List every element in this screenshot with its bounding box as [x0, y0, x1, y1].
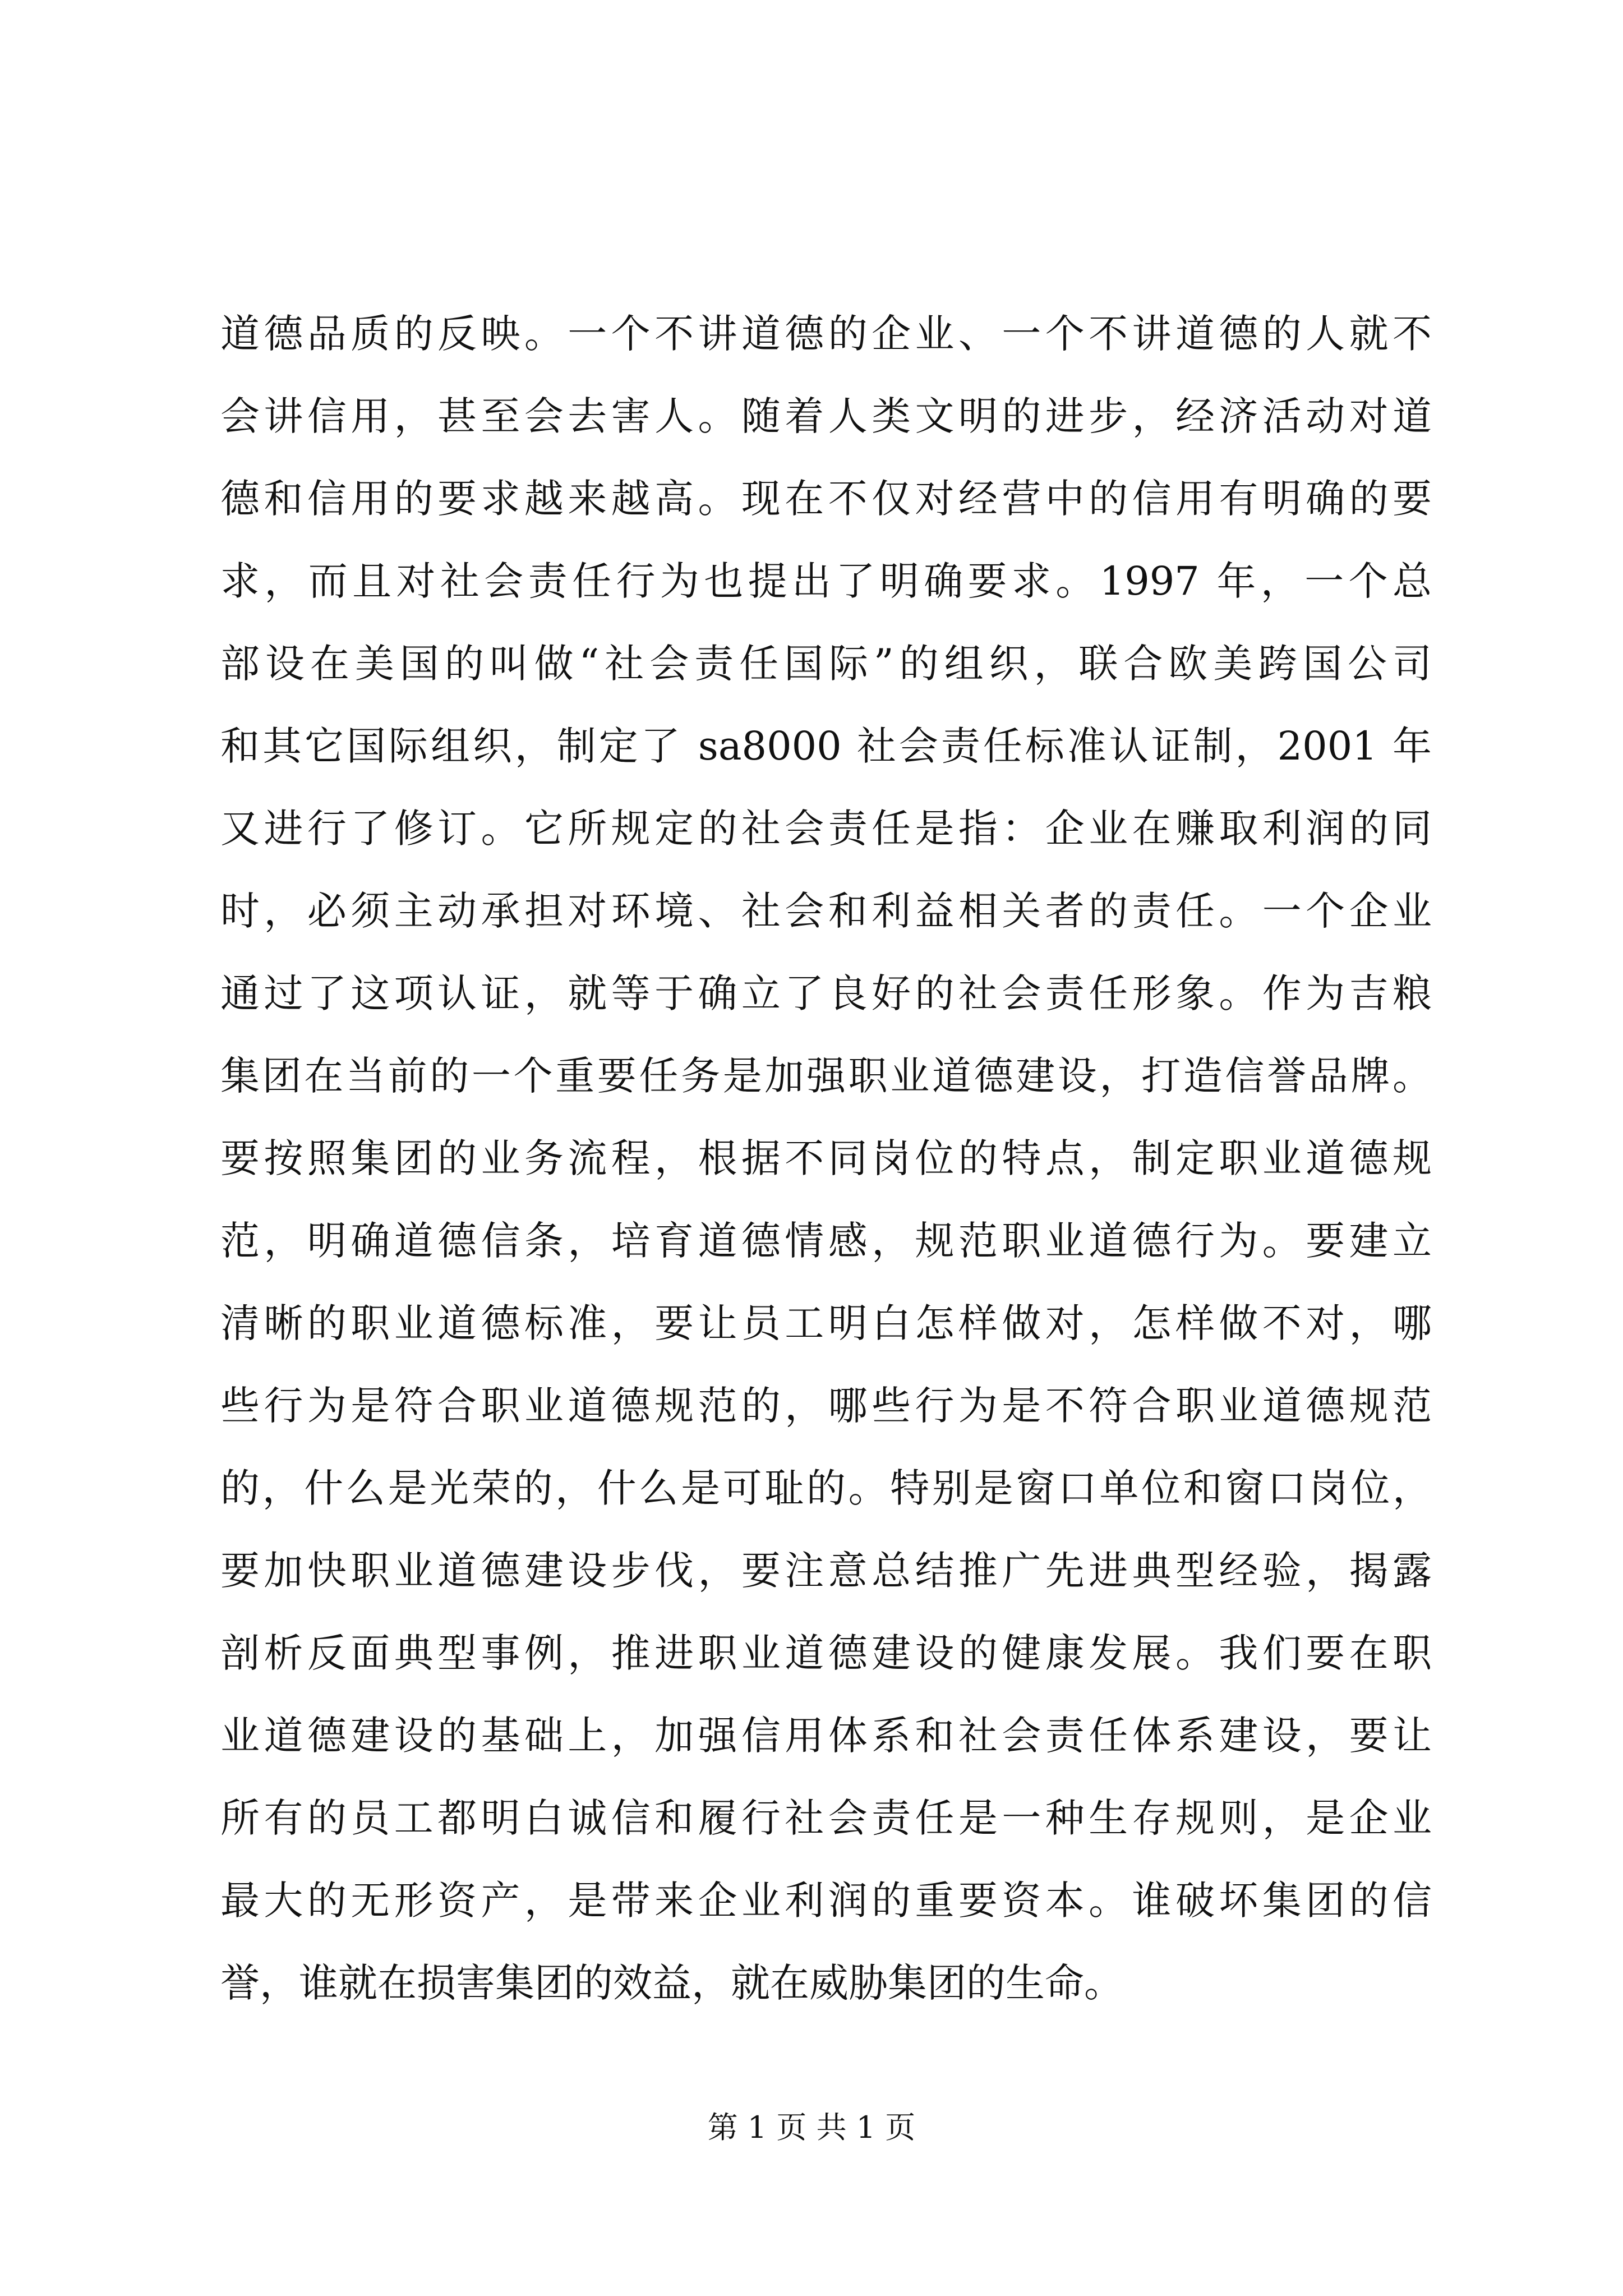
text-line: 和其它国际组织，制定了 sa8000 社会责任标准认证制，2001 年: [220, 723, 1432, 769]
text-line: 道德品质的反映。一个不讲道德的企业、一个不讲道德的人就不: [220, 311, 1432, 357]
text-line: 最大的无形资产，是带来企业利润的重要资本。谁破坏集团的信: [220, 1878, 1432, 1924]
body-text: [220, 293, 1432, 2024]
text-line: 范，明确道德信条，培育道德情感，规范职业道德行为。要建立: [220, 1218, 1432, 1264]
text-line: 些行为是符合职业道德规范的，哪些行为是不符合职业道德规范: [220, 1383, 1432, 1429]
text-line: 通过了这项认证，就等于确立了良好的社会责任形象。作为吉粮: [220, 970, 1432, 1016]
page-footer: 第 1 页 共 1 页: [707, 2110, 916, 2145]
text-line: 誉，谁就在损害集团的效益，就在威胁集团的生命。: [220, 1960, 1123, 2006]
text-line: 集团在当前的一个重要任务是加强职业道德建设，打造信誉品牌。: [220, 1053, 1432, 1099]
text-line: 所有的员工都明白诚信和履行社会责任是一种生存规则，是企业: [220, 1795, 1432, 1841]
text-line: 要按照集团的业务流程，根据不同岗位的特点，制定职业道德规: [220, 1135, 1432, 1181]
text-line: 求，而且对社会责任行为也提出了明确要求。1997 年，一个总: [220, 558, 1432, 604]
text-line: 又进行了修订。它所规定的社会责任是指：企业在赚取利润的同: [220, 806, 1432, 852]
text-line: 清晰的职业道德标准，要让员工明白怎样做对，怎样做不对，哪: [220, 1300, 1432, 1346]
text-line: 时，必须主动承担对环境、社会和利益相关者的责任。一个企业: [220, 888, 1432, 934]
text-line: 会讲信用，甚至会去害人。随着人类文明的进步，经济活动对道: [220, 393, 1432, 439]
text-line: 德和信用的要求越来越高。现在不仅对经营中的信用有明确的要: [220, 476, 1432, 522]
text-line: 部设在美国的叫做“社会责任国际”的组织，联合欧美跨国公司: [220, 641, 1432, 687]
text-line: 剖析反面典型事例，推进职业道德建设的健康发展。我们要在职: [220, 1630, 1432, 1676]
text-line: 要加快职业道德建设步伐，要注意总结推广先进典型经验，揭露: [220, 1548, 1432, 1594]
text-line: 的，什么是光荣的，什么是可耻的。特别是窗口单位和窗口岗位，: [220, 1465, 1432, 1511]
text-line: 业道德建设的基础上，加强信用体系和社会责任体系建设，要让: [220, 1713, 1432, 1759]
